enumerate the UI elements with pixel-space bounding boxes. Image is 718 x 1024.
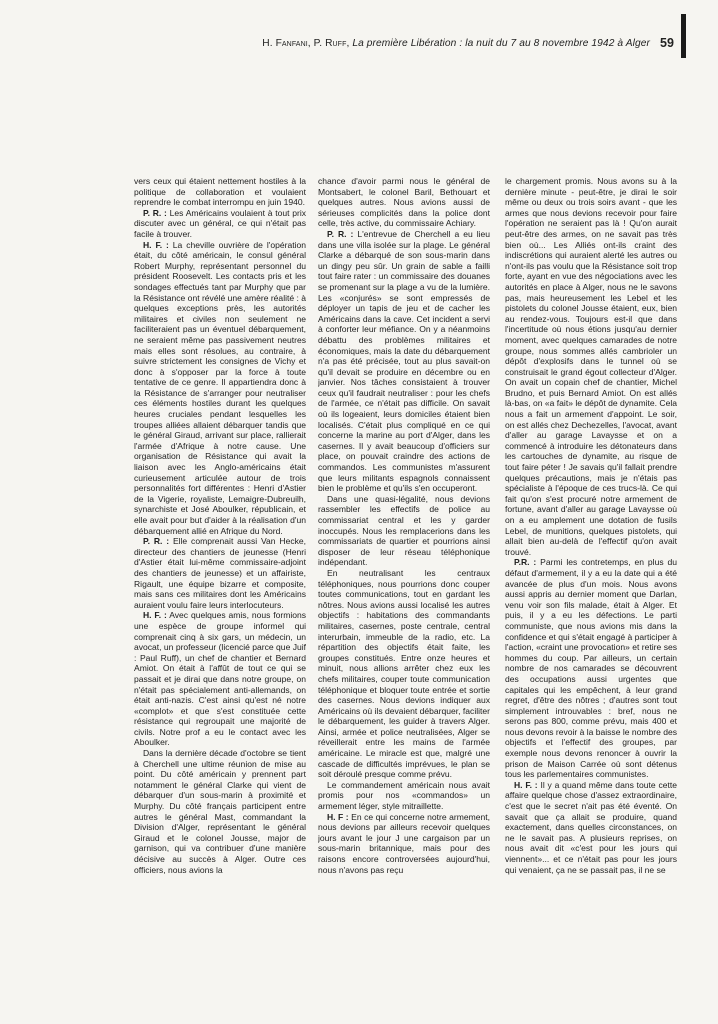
speaker-label: H. F : [327, 811, 349, 822]
paragraph-text: Avec quelques amis, nous formions une espèce de groupe informel qui comprenait cinq à six gars, un médecin, un avocat, un professeur (licencié parce que Juif : Paul Ruff), un chef de chantier et Bernard Amiot. On était à l'affût de tout ce qui se passait et je dirai que dans notre groupe, on n'était pas spécialement anti-allemands, on était anti-nazis. C'est ainsi qu'est né notre «complot» et que s'est constituée cette résistance qui regroupait une majorité de civils. Notre prof a eu le contact avec les Aboulker. [134, 610, 306, 748]
paragraph [505, 176, 677, 557]
paragraph [318, 176, 490, 229]
paragraph [505, 780, 677, 875]
paragraph [318, 812, 490, 876]
header-title: La première Libération : la nuit du 7 au 8 novembre 1942 à Alger [352, 38, 650, 49]
running-header [195, 38, 650, 54]
paragraph [134, 240, 306, 537]
paragraph [134, 748, 306, 875]
paragraph [134, 536, 306, 610]
paragraph-text: Dans une quasi-légalité, nous devions rassembler les effectifs de police au commissariat central et les y garder inoccupés. Nous les remplacerions dans les commissariats de quartier et pourrions ainsi disposer de leur réseau téléphonique indépendant. [318, 493, 490, 568]
paragraph-text: le chargement promis. Nous avons su à la dernière minute - peut-être, je dirai le soir même ou deux ou trois soirs avant - que les armes que nous devions recevoir pour faire l'opération ne seraient pas là ! Qu'on aurait peut-être des armes, on ne savait pas très bien où... Les Alliés ont-ils craint des indiscrétions qui auraient alerté les autres ou n'ont-ils pas voulu que la Résistance soit trop forte, ayant en vue des négociations avec les autorités en place à Alger, nous ne le savons pas, mais heureusement les Lebel et les pistolets du colonel Jousse étaient, eux, bien au rendez-vous. Toujours est-il que dans l'incertitude où nous étions jusqu'au dernier moment, avec quelques camarades de notre groupe, nous sommes allés cambrioler un dépôt d'explosifs dans le tunnel où se construisait le grand égout collecteur d'Alger. On avait un copain chef de chantier, Michel Brudno, et puis Bernard Amiot. On est allés là-bas, on «a fait» le dépôt de dynamite. Cela nous a fait un armement d'appoint. Le soir, on est allés chez Dechezelles, l'avocat, avant d'aller au garage Lavaysse et on a commencé à introduire les détonateurs dans les cartouches de dynamite, au risque de tout faire péter ! Je savais qu'il fallait prendre quelques précautions, mais je n'étais pas spécialiste à l'époque de ces trucs-là. Ce qui fait qu'on s'est procuré notre armement de fortune, avant d'aller au garage Lavaysse où on a eu amplement une dotation de fusils Lebel, de munitions, quelques pistolets, qui allait bien au-delà de l'effectif qu'on avait trouvé. [505, 176, 677, 557]
text-column-1 [134, 176, 306, 996]
paragraph-text: La cheville ouvrière de l'opération était, du côté américain, le consul général Robert Murphy, représentant personnel du président Roosevelt. Les contacts pris et les sondages effectués tant par Murphy que par la Résistance ont révélé une amère réalité : à quelques exceptions près, les autorités militaires et civiles non seulement ne faciliteraient pas un éventuel débarquement, ne seraient même pas passivement neutres mais elles sont résolues, au contraire, à suivre strictement les consignes de Vichy et donc à s'opposer par la force à toute tentative de ce genre. Il appartiendra donc à la Résistance de s'arranger pour neutraliser ces éléments hostiles durant les quelques heures cruciales pendant lesquelles les troupes alliées allaient débarquer tandis que le général Giraud, arrivant sur place, rallierait l'armée d'Afrique à notre cause. Une organisation de Résistance qui avait la liaison avec les Anglo-américains était curieusement articulée autour de trois personnalités fort différentes : Henri d'Astier de la Vigerie, royaliste, Lemaigre-Dubreuilh, synarchiste et José Aboulker, républicain, et elle avait pour but d'aider à la réalisation d'un débarquement allié en Afrique du Nord. [134, 239, 306, 536]
paragraph-text: vers ceux qui étaient nettement hostiles à la politique de collaboration et voulaient reprendre le combat interrompu en juin 1940. [134, 176, 306, 208]
header-authors: H. Fanfani, P. Ruff, [262, 38, 350, 49]
paragraph-text: Il y a quand même dans toute cette affaire quelque chose d'assez extraordinaire, c'est que le secret n'ait pas été éventé. On savait que ça allait se produire, quand exactement, dans quelles circonstances, on ne le savait pas. A plusieurs reprises, on nous avait dit «c'est pour les jours qui viennent»... et ce n'était pas pour les jours qui venaient, ça ne se passait pas, il ne se [505, 779, 677, 875]
paragraph [505, 557, 677, 779]
page-number: 59 [660, 36, 674, 50]
paragraph-text: L'entrevue de Cherchell a eu lieu dans une villa isolée sur la plage. Le général Clarke a débarqué de son sous-marin dans un dingy peu sûr. Un grain de sable a failli tout faire rater : un commissaire des douanes se promenant sur la plage a vu de la lumière. Les «conjurés» se sont empressés de déployer un tapis de jeu et de cacher les Américains dans la cave. Cet incident a servi à conforter leur méfiance. On y a néanmoins débattu des problèmes militaires et économiques, mais la date du débarquement n'a pas été précisée, tout au plus savait-on qu'il devait se produire en décembre ou en janvier. Nos tâches consistaient à trouver ceux qu'il faudrait neutraliser : pour les chefs de l'armée, ce n'était pas difficile. On savait où ils logeaient, leurs domiciles étaient bien localisés. C'était plus compliqué en ce qui concerne la marine au port d'Alger, dans les casernes. Il y avait beaucoup d'officiers sur place, on pouvait craindre des actions de commandos. Les communistes m'assurent que leurs militants espagnols connaissent bien le problème et qu'ils s'en occuperont. [318, 228, 490, 494]
speaker-label: H. F. : [143, 239, 169, 250]
paragraph [134, 176, 306, 208]
text-column-3 [505, 176, 677, 996]
speaker-label: P.R. : [514, 557, 537, 568]
paragraph-text: En ce qui concerne notre armement, nous devions par ailleurs recevoir quelques jours avant le jour J une cargaison par un sous-marin britannique, mais pour des raisons encore controversées aujourd'hui, nous n'avons pas reçu [318, 811, 490, 875]
speaker-label: P. R. : [327, 228, 354, 239]
text-column-2 [318, 176, 490, 996]
paragraph-text: chance d'avoir parmi nous le général de Montsabert, le colonel Baril, Bethouart et quelques autres. Nous avions aussi de sérieuses complicités dans la police dont celle, très active, du commissaire Achiary. [318, 176, 490, 229]
thumb-index-bar [681, 14, 686, 58]
paragraph-text: Les Américains voulaient à tout prix discuter avec un général, ce qui n'était pas facile à trouver. [134, 207, 306, 239]
paragraph-text: En neutralisant les centraux téléphoniques, nous pourrions donc couper toutes communications, tout en gardant les nôtres. Nous avions aussi localisé les autres objectifs : habitations des commandants militaires, casernes, poste centrale, central interurbain, immeuble de la radio, etc. La répartition des objectifs était faite, les groupes constitués. Entre onze heures et minuit, nous allions arrêter chez eux les chefs militaires, couper toute communication téléphonique et bloquer toute entrée et sortie des casernes. Nous devions indiquer aux Américains où ils devaient débarquer, faciliter le débarquement, les guider à travers Alger. Ainsi, armée et police neutralisées, Alger se réveillerait entre les mains de l'armée américaine. Le miracle est que, malgré une cascade de difficultés imprévues, le plan se soit déroulé presque comme prévu. [318, 567, 490, 780]
speaker-label: P. R. : [143, 207, 167, 218]
speaker-label: H. F. : [143, 610, 167, 621]
speaker-label: H. F. : [514, 779, 538, 790]
paragraph-text: Elle comprenait aussi Van Hecke, directeur des chantiers de jeunesse (Henri d'Astier était lui-même commissaire-adjoint des chantiers de jeunesse) et un affairiste, Rigault, une équipe bizarre et composite, mais sans ces militaires dont les Américains auraient voulu faire leurs interlocuteurs. [134, 536, 306, 610]
paragraph [134, 208, 306, 240]
paragraph-text: Parmi les contretemps, en plus du défaut d'armement, il y a eu la date qui a été avancée de plus d'un mois. Nous avons aussi appris au dernier moment que Darlan, venu voir son fils malade, était à Alger. Et puis, il y a eu les défections. Le parti communiste, que nous avions mis dans la confidence et qui s'était engagé à participer à l'action, «craint une provocation» et retire ses hommes du coup. Par ailleurs, un certain nombre de nos camarades se découvrent des occupations aussi urgentes que capitales qui les empêchent, à leur grand regret, d'être des nôtres ; d'autres sont tout simplement introuvables : bref, nous ne serons pas 800, comme prévu, mais 400 et nous devons revoir à la baisse le nombre des objectifs et l'effectif des groupes, par exemple nous devons renoncer à ouvrir la prison de Maison Carrée où sont détenus tous les parlementaires communistes. [505, 557, 677, 780]
paragraph-text: Dans la dernière décade d'octobre se tient à Cherchell une ultime réunion de mise au point. Du côté américain y prennent part notamment le général Clarke qui vient de débarquer d'un sous-marin à proximité et Murphy. Du côté français participent entre autres le général Mast, commandant la Division d'Alger, représentant le général Giraud et le colonel Jousse, major de garnison, qui va contribuer d'une manière décisive au succès à Alger. Outre ces officiers, nous avions la [134, 748, 306, 875]
paragraph-text: Le commandement américain nous avait promis pour nos «commandos» un armement léger, style mitraillette. [318, 779, 490, 812]
paragraph [318, 229, 490, 494]
paragraph [318, 494, 490, 568]
paragraph [134, 610, 306, 748]
speaker-label: P. R. : [143, 536, 170, 547]
paragraph [318, 568, 490, 780]
paragraph [318, 780, 490, 812]
